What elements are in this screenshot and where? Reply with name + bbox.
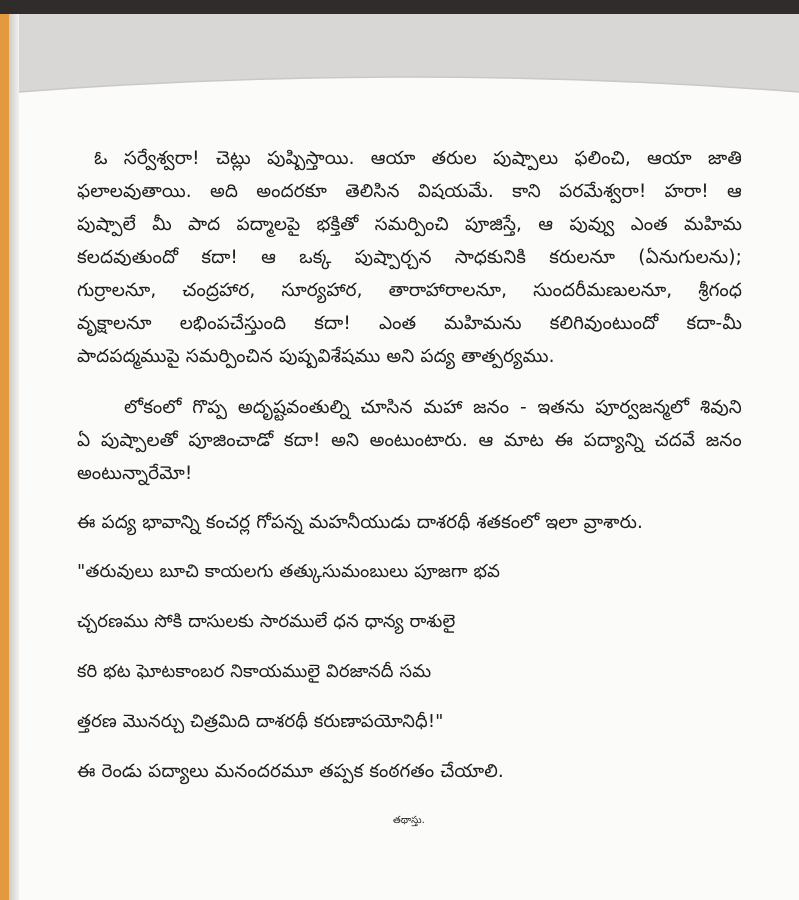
word: పువ్వు (569, 214, 615, 235)
word: జనం (705, 430, 742, 451)
word: ఎంత (630, 214, 668, 235)
word: పూర్వజన్మలో (595, 397, 690, 418)
word: ఫలాలవుతాయి. (77, 181, 192, 202)
word: కరులనూ (549, 247, 616, 268)
paragraph-line (77, 312, 742, 336)
word: సాధకునికి (454, 247, 527, 268)
poem-line: చ్చరణము సోకి దాసులకు సారములే ధన ధాన్య రాశులై (77, 611, 456, 632)
word: చెట్లు (215, 148, 251, 169)
word: ఏ (77, 430, 91, 451)
paragraph-line (77, 279, 742, 303)
word: - (519, 397, 527, 418)
word: పుష్పార్చన (354, 247, 432, 268)
word: సుందరీమణులనూ, (533, 280, 673, 301)
word: కాని (512, 181, 541, 202)
word: ఆయా (647, 148, 692, 169)
word: మీ (152, 214, 172, 235)
closing-line: ఈ రెండు పద్యాలు మనందరమూ తప్పక కంఠగతం చేయాలి. (77, 761, 504, 782)
word: ఇతను (537, 397, 585, 418)
word: తరుల (431, 148, 477, 169)
poem-intro-line: ఈ పద్య భావాన్ని కంచర్ల గోపన్న మహనీయుడు దాశరథీ శతకంలో ఇలా వ్రాశారు. (77, 512, 644, 533)
word: కదా! (314, 313, 351, 334)
word: సూర్యహార, (281, 280, 363, 301)
book-spine (0, 14, 9, 900)
word: పుష్పాలు (493, 148, 559, 169)
word: ఆ (538, 214, 554, 235)
word: ఆ (478, 430, 494, 451)
paragraph-line: అంటున్నారేమో! (77, 463, 193, 484)
word: చంద్రహార, (182, 280, 256, 301)
paragraph-line (77, 180, 742, 204)
word: సర్వేశ్వరా! (123, 148, 200, 169)
word: కలదవుతుందో (77, 247, 179, 268)
word: అంటుంటారు. (369, 430, 468, 451)
word: అని (331, 430, 360, 451)
paragraph-line (94, 147, 742, 171)
word: (ఏనుగులను); (638, 247, 742, 268)
word: గుర్రాలనూ, (77, 280, 157, 301)
word: విషయమే. (417, 181, 494, 202)
word: భక్తితో (316, 214, 359, 235)
blessing-line: తథాస్తు. (393, 815, 425, 826)
poem-line: త్తరణ మొనర్చు చిత్రమిది దాశరథీ కరుణాపయోనిధీ!" (77, 711, 444, 732)
word: పద్యాన్ని (583, 430, 645, 451)
word: ఒక్క (299, 247, 332, 268)
word: పుష్పాలే (77, 214, 136, 235)
word: సమర్పించి (374, 214, 449, 235)
word: వృక్షాలనూ (77, 313, 152, 334)
word: మహిమను (444, 313, 522, 334)
word: ఆయా (370, 148, 416, 169)
poem-line: "తరువులు బూచి కాయలగు తత్కుసుమంబులు పూజగా భవ (77, 561, 501, 582)
word: కదా! (201, 247, 238, 268)
word: కదా-మీ (686, 313, 742, 334)
word: పుష్పిస్తాయి. (266, 148, 355, 169)
word: పూజించాడో (188, 430, 274, 451)
word: తెలిసిన (345, 181, 400, 202)
word: శ్రీగంధ (698, 280, 742, 301)
word: అదృష్టవంతుల్ని (237, 397, 350, 418)
poem-line: కరి భట ఘోటకాంబర నికాయములై విరజానదీ సమ (77, 661, 432, 682)
word: మాట (503, 430, 544, 451)
paragraph-line: పాదపద్మముపై సమర్పించిన పుష్పవిశేషము అని పద్య తాత్పర్యము. (77, 346, 555, 367)
word: తారాహారాలనూ, (388, 280, 508, 301)
word: ఫలించి, (574, 148, 631, 169)
paragraph-line (77, 213, 742, 237)
word: గొప్ప (192, 397, 228, 418)
word: శివుని (699, 397, 742, 418)
paragraph-line (124, 396, 742, 420)
word: పద్మాలపై (236, 214, 301, 235)
word: జనం (473, 397, 510, 418)
paragraph-line (77, 246, 742, 270)
word: మహా (423, 397, 463, 418)
word: లభింపచేస్తుంది (179, 313, 287, 334)
word: ఆ (727, 181, 742, 202)
word: ఎంత (378, 313, 417, 334)
book-page (19, 14, 799, 900)
word: చూసిన (360, 397, 413, 418)
paragraph-line (77, 429, 742, 453)
word: పరమేశ్వరా! (559, 181, 647, 202)
word: ఓ (94, 148, 108, 169)
word: కదా! (283, 430, 321, 451)
word: పుష్పాలతో (100, 430, 178, 451)
word: అందరకూ (256, 181, 327, 202)
page-gutter-shadow (9, 14, 19, 900)
word: లోకంలో (124, 397, 182, 418)
word: జాతి (707, 148, 742, 169)
word: ఈ (554, 430, 573, 451)
word: అది (209, 181, 239, 202)
word: హరా! (664, 181, 709, 202)
word: చదవే (654, 430, 696, 451)
word: పాద (187, 214, 221, 235)
word: పూజిస్తే, (465, 214, 523, 235)
word: మహిమ (684, 214, 742, 235)
word: కలిగివుంటుందో (549, 313, 659, 334)
word: ఆ (261, 247, 276, 268)
page-text (19, 14, 799, 900)
